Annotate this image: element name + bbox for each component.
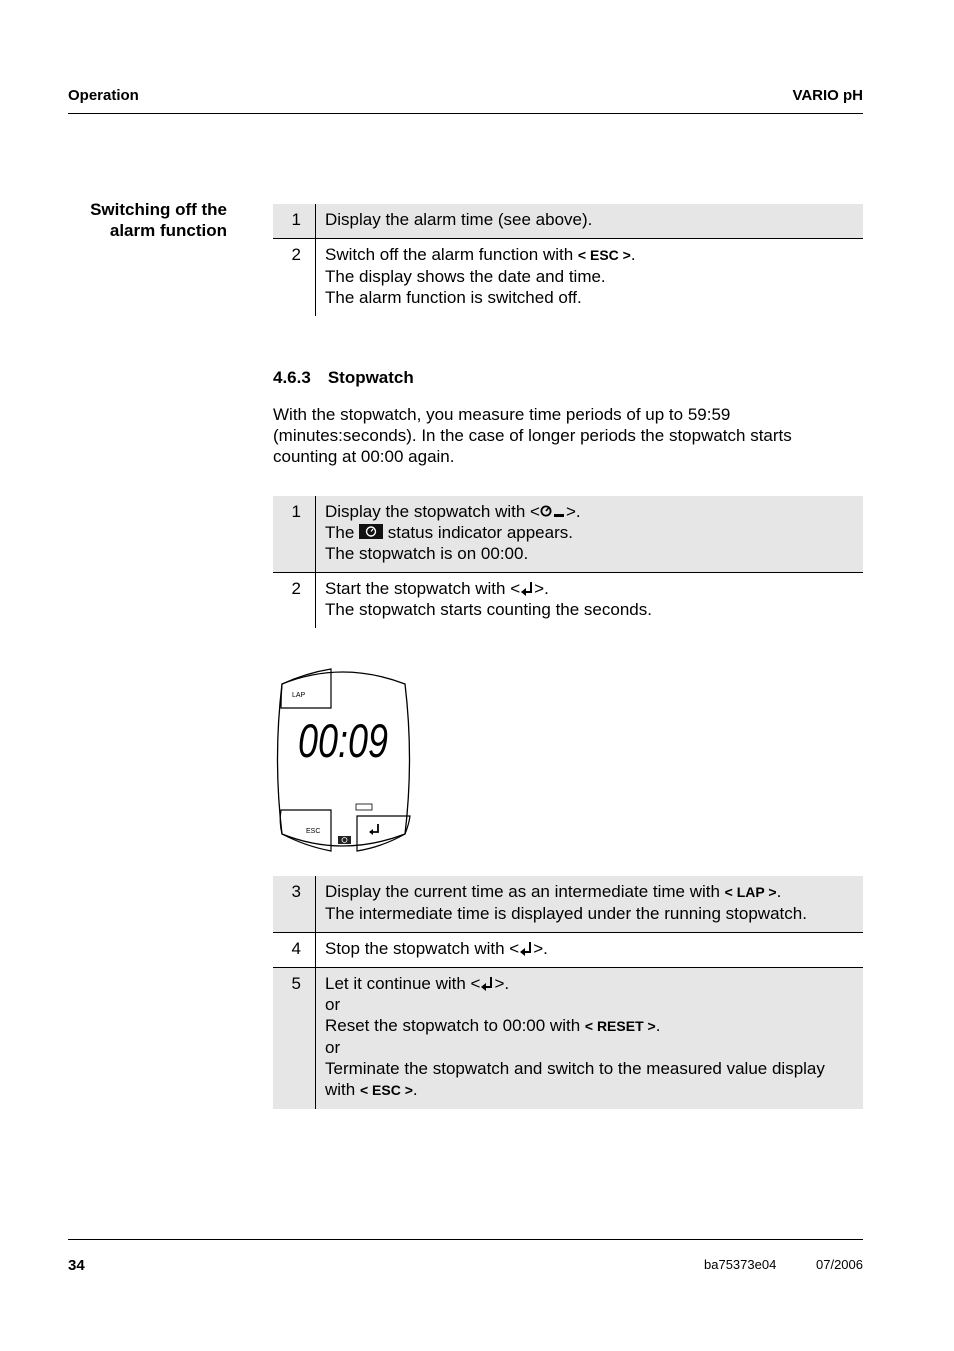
enter-key-icon [480, 976, 494, 991]
step-line: Stop the stopwatch with < >. [325, 939, 548, 958]
step-line: The stopwatch starts counting the seconds. [325, 600, 652, 619]
step-number: 1 [273, 204, 316, 238]
table-row [273, 204, 863, 239]
step-text [316, 239, 636, 316]
stopwatch-steps-table-a [273, 496, 863, 628]
meter-display-illustration [272, 664, 416, 856]
step-line: The alarm function is switched off. [325, 288, 582, 307]
table-row [273, 239, 863, 316]
step-line: Display the alarm time (see above). [325, 210, 593, 229]
header-section-title: Operation [68, 87, 139, 104]
step-text [316, 204, 592, 238]
step-number: 2 [273, 573, 316, 628]
step-line: Let it continue with < >. [325, 974, 510, 993]
step-line: Switch off the alarm function with < ESC >. [325, 245, 636, 264]
table-row [273, 968, 863, 1109]
step-line: Display the current time as an intermediate time with < LAP >. [325, 882, 782, 901]
header-product-name: VARIO pH [792, 87, 863, 104]
step-line: The intermediate time is displayed under the running stopwatch. [325, 904, 807, 923]
step-line: The stopwatch is on 00:00. [325, 544, 529, 563]
reset-key-label: < RESET > [584, 1018, 656, 1034]
step-text [316, 876, 807, 932]
table-row [273, 933, 863, 968]
esc-softkey-label: ESC [306, 828, 321, 835]
document-date: 07/2006 [816, 1257, 863, 1272]
step-text [316, 573, 652, 628]
step-number: 2 [273, 239, 316, 316]
step-number: 4 [273, 933, 316, 967]
step-line: with < ESC >. [325, 1080, 418, 1099]
enter-key-icon [520, 581, 534, 596]
document-code: ba75373e04 [704, 1257, 777, 1272]
step-line: Reset the stopwatch to 00:00 with < RESET >. [325, 1016, 661, 1035]
step-number: 5 [273, 968, 316, 1109]
step-text [316, 968, 825, 1109]
page-number: 34 [68, 1257, 85, 1274]
esc-key-label: < ESC > [577, 247, 631, 263]
lap-softkey-label: LAP [292, 692, 306, 699]
table-row [273, 876, 863, 933]
stopwatch-steps-table-b [273, 876, 863, 1109]
stopwatch-key-icon [540, 504, 566, 519]
header-rule [68, 113, 863, 114]
stopwatch-status-indicator-icon [359, 524, 383, 539]
step-line: Start the stopwatch with < >. [325, 579, 549, 598]
step-line: The display shows the date and time. [325, 267, 606, 286]
esc-key-label: < ESC > [359, 1082, 413, 1098]
step-line: or [325, 995, 341, 1014]
section-title: Stopwatch [327, 368, 414, 387]
alarm-steps-table [273, 204, 863, 316]
step-line: Display the stopwatch with < >. [325, 502, 581, 521]
step-number: 1 [273, 496, 316, 572]
side-heading-line2: alarm function [109, 221, 227, 240]
step-text [316, 496, 581, 572]
step-number: 3 [273, 876, 316, 932]
step-line: Terminate the stopwatch and switch to the measured value display [325, 1059, 825, 1078]
side-heading-line1: Switching off the [90, 200, 227, 219]
step-line: or [325, 1038, 341, 1057]
section-number: 4.6.3 [273, 368, 311, 387]
enter-key-icon [519, 941, 533, 956]
table-row [273, 573, 863, 628]
table-row [273, 496, 863, 573]
side-heading [90, 199, 227, 241]
step-line: The status indicator appears. [325, 523, 573, 542]
footer-rule [68, 1239, 863, 1240]
lap-key-label: < LAP > [724, 884, 777, 900]
section-heading [273, 368, 414, 388]
intro-paragraph: With the stopwatch, you measure time periods of up to 59:59 (minutes:seconds). In the case of longer periods the stopwatch starts counting at 00:00 again. [273, 405, 792, 466]
step-text [316, 933, 548, 967]
stopwatch-time-readout: 00:09 [298, 714, 388, 767]
